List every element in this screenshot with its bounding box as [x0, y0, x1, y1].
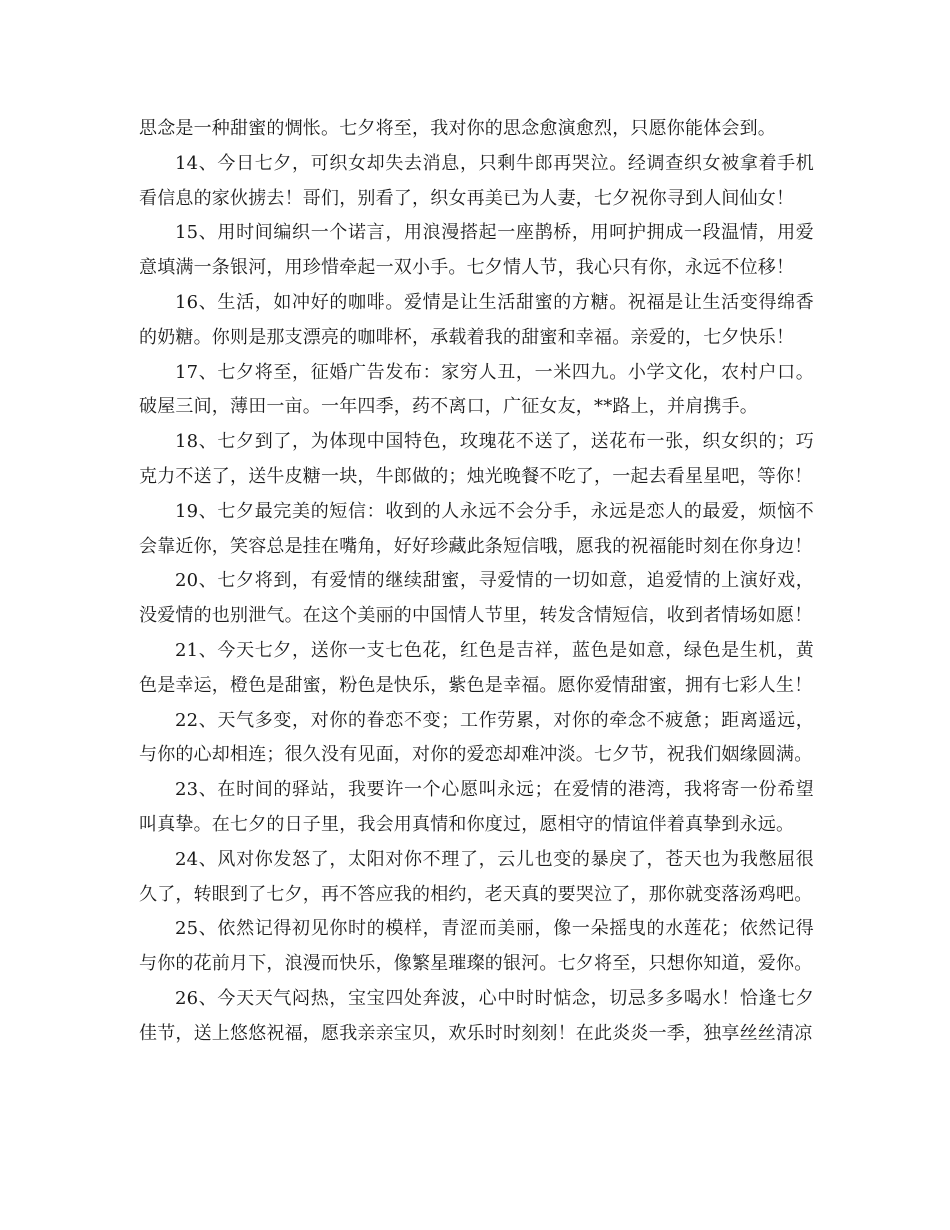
- paragraph-16: 16、生活，如冲好的咖啡。爱情是让生活甜蜜的方糖。祝福是让生活变得绵香的奶糖。你则是那支漂亮的咖啡杯，承载着我的甜蜜和幸福。亲爱的，七夕快乐！: [139, 291, 814, 348]
- document-body: [139, 112, 814, 1052]
- paragraph-23: 23、在时间的驿站，我要许一个心愿叫永远；在爱情的港湾，我将寄一份希望叫真挚。在七夕的日子里，我会用真情和你度过，愿相守的情谊伴着真挚到永远。: [139, 779, 814, 835]
- paragraph-24: 24、风对你发怒了，太阳对你不理了，云儿也变的暴戾了，苍天也为我憋屈很久了，转眼到了七夕，再不答应我的相约，老天真的要哭泣了，那你就变落汤鸡吧。: [139, 848, 814, 905]
- paragraph-26: 26、今天天气闷热，宝宝四处奔波，心中时时惦念，切忌多多喝水！恰逢七夕佳节，送上悠悠祝福，愿我亲亲宝贝，欢乐时时刻刻！在此炎炎一季，独享丝丝清凉: [139, 987, 814, 1044]
- paragraph-15: 15、用时间编织一个诺言，用浪漫搭起一座鹊桥，用呵护拥成一段温情，用爱意填满一条银河，用珍惜牵起一双小手。七夕情人节，我心只有你，永远不位移！: [139, 222, 814, 279]
- paragraph-21: 21、今天七夕，送你一支七色花，红色是吉祥，蓝色是如意，绿色是生机，黄色是幸运，橙色是甜蜜，粉色是快乐，紫色是幸福。愿你爱情甜蜜，拥有七彩人生！: [139, 639, 814, 696]
- paragraph-19: 19、七夕最完美的短信：收到的人永远不会分手，永远是恋人的最爱，烦恼不会靠近你，笑容总是挂在嘴角，好好珍藏此条短信哦，愿我的祝福能时刻在你身边！: [139, 500, 814, 557]
- paragraph-25: 25、依然记得初见你时的模样，青涩而美丽，像一朵摇曳的水莲花；依然记得与你的花前月下，浪漫而快乐，像繁星璀璨的银河。七夕将至，只想你知道，爱你。: [139, 918, 814, 975]
- paragraph-22: 22、天气多变，对你的眷恋不变；工作劳累，对你的牵念不疲惫；距离遥远，与你的心却相连；很久没有见面，对你的爱恋却难冲淡。七夕节，祝我们姻缘圆满。: [139, 709, 814, 766]
- paragraph-18: 18、七夕到了，为体现中国特色，玫瑰花不送了，送花布一张，织女织的；巧克力不送了，送牛皮糖一块，牛郎做的；烛光晚餐不吃了，一起去看星星吧，等你！: [139, 431, 814, 487]
- paragraph-14: 14、今日七夕，可织女却失去消息，只剩牛郎再哭泣。经调查织女被拿着手机看信息的家伙掳去！哥们，别看了，织女再美已为人妻，七夕祝你寻到人间仙女！: [139, 152, 814, 209]
- paragraph-17: 17、七夕将至，征婚广告发布：家穷人丑，一米四九。小学文化，农村户口。破屋三间，薄田一亩。一年四季，药不离口，广征女友，**路上，并肩携手。: [139, 361, 814, 418]
- paragraph-intro: 思念是一种甜蜜的惆怅。七夕将至，我对你的思念愈演愈烈，只愿你能体会到。: [139, 118, 776, 139]
- paragraph-20: 20、七夕将到，有爱情的继续甜蜜，寻爱情的一切如意，追爱情的上演好戏，没爱情的也别泄气。在这个美丽的中国情人节里，转发含情短信，收到者情场如愿！: [139, 570, 814, 627]
